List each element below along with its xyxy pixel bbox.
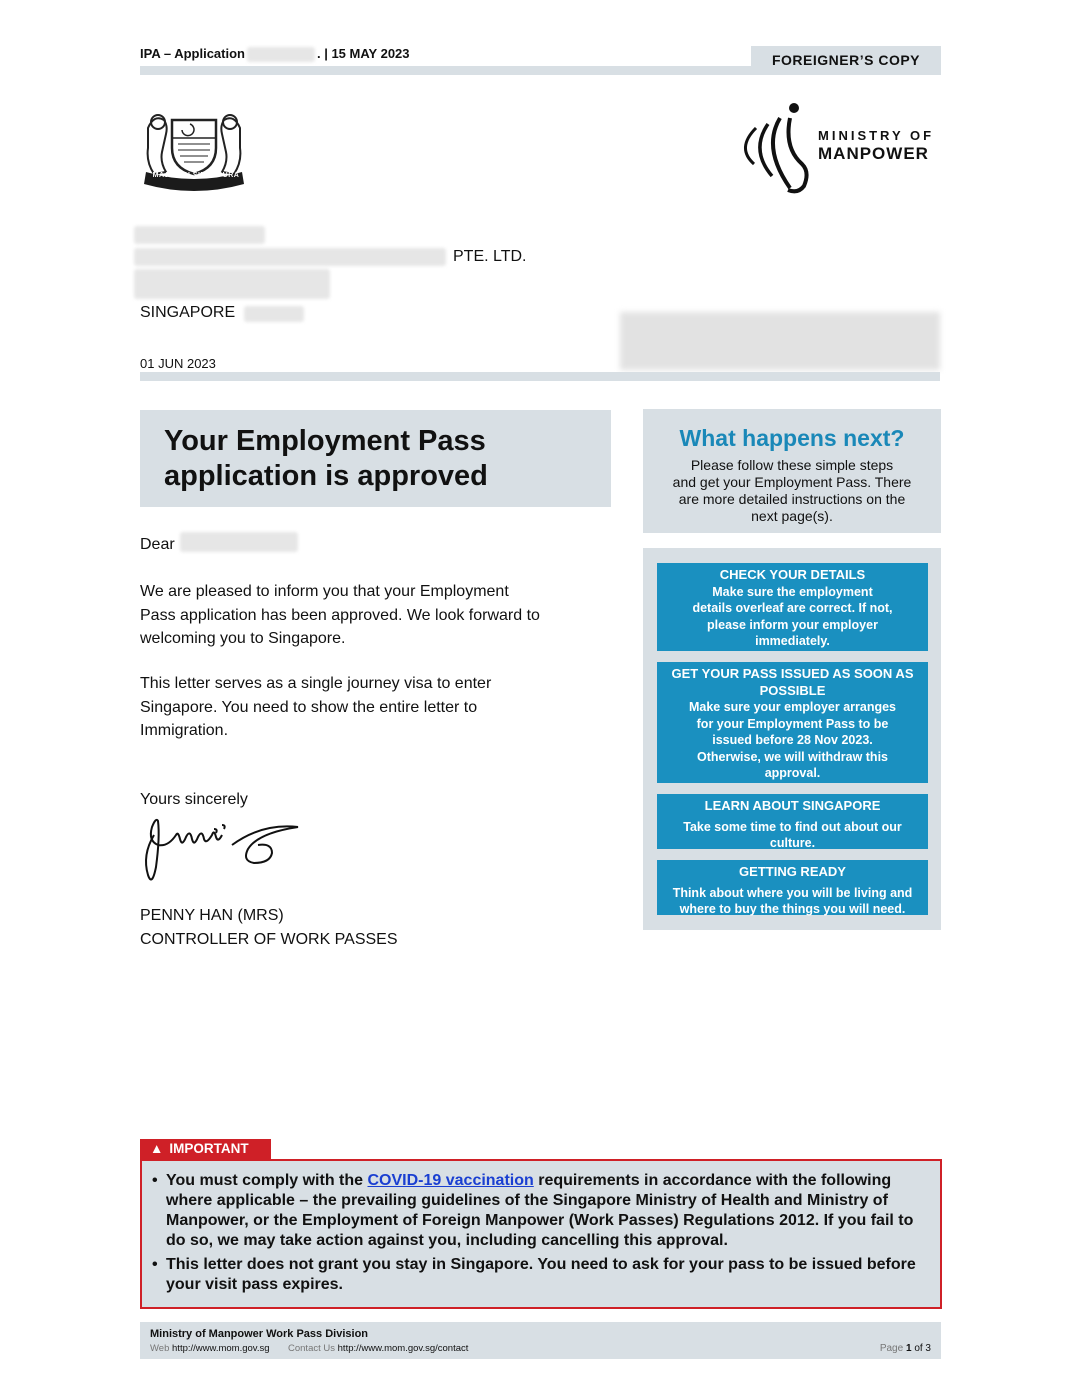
para2-line: This letter serves as a single journey visa to enter [140,675,492,692]
item2-text: This letter does not grant you stay in Singapore. You need to ask for your pass to be issued before your visit pass expires. [166,1256,916,1293]
step-line: immediately. [755,634,830,648]
signature-icon [140,815,310,890]
step-line: culture. [769,836,816,850]
step-line: where to buy the things you will need. [679,902,906,916]
title-line-2: application is approved [164,460,488,492]
bullet: • [152,1172,158,1189]
closing: Yours sincerely [140,791,248,808]
important-notice [140,1159,942,1309]
para1-line: welcoming you to Singapore. [140,630,346,647]
crest-motto: MAJULAH SINGAPURA [152,172,240,179]
item1-pre: You must comply with the [166,1172,368,1189]
item1-post: requirements in accordance with the following where applicable – the prevailing guidelines of the Singapore Ministry of Health and Ministry of Manpower, or the Employment of Foreign Manpower (Work Passes) Regulations 2012. If you fail to do so, we may take action against you, including cancelling this approval. [166,1172,914,1249]
step-get-pass-issued [657,662,928,783]
covid-vaccination-link[interactable]: COVID-19 vaccination [367,1172,534,1189]
important-item-1 [152,1171,927,1251]
date-divider [140,372,940,381]
step-heading: LEARN ABOUT SINGAPORE [704,798,881,813]
step-line: Make sure the employment [712,584,873,599]
logo-line-2: MANPOWER [818,144,929,163]
copy-label: FOREIGNER’S COPY [751,46,941,75]
signer-name: PENNY HAN (MRS) [140,907,284,924]
step-heading: POSSIBLE [759,682,826,698]
para2-line: Singapore. You need to show the entire letter to [140,698,478,716]
important-label-text: IMPORTANT [169,1141,249,1156]
desc-line: next page(s). [751,508,833,524]
important-label [140,1139,271,1159]
title-line-1: Your Employment Pass [164,425,486,457]
step-line: Take some time to find out about our [683,819,902,834]
step-heading: GET YOUR PASS ISSUED AS SOON AS [671,666,914,681]
redacted-reference-block [620,312,940,370]
step-heading: CHECK YOUR DETAILS [719,567,866,582]
page-indicator [880,1343,931,1354]
letter-paragraph-1 [140,580,590,651]
redacted-addressee [180,532,298,552]
ipa-prefix: IPA – Application [140,46,245,61]
warning-icon: ▲ [150,1141,164,1156]
redacted-postal-code [244,306,304,322]
application-reference [140,46,410,62]
step-line: Make sure your employer arranges [688,700,897,714]
desc-line: and get your Employment Pass. There [672,474,912,490]
header-divider [140,66,752,75]
footer-links [150,1343,468,1354]
page-title [164,424,488,494]
contact-url-link[interactable]: http://www.mom.gov.sg/contact [337,1343,469,1354]
web-label: Web [150,1343,170,1354]
desc-line: Please follow these simple steps [690,457,894,473]
step-line: details overleaf are correct. If not, [692,601,893,615]
step-learn-singapore [657,794,928,849]
steps-panel [643,548,941,930]
redacted-street-address [134,269,330,299]
para1-line: We are pleased to inform you that your Employment [140,583,509,600]
desc-line: are more detailed instructions on the [678,491,906,507]
step-line: approval. [764,766,821,780]
ipa-date: . | 15 MAY 2023 [316,46,410,61]
letter-paragraph-2 [140,672,590,743]
what-next-panel [643,409,941,533]
step-check-details [657,563,928,651]
important-item-2 [152,1255,927,1295]
what-next-description [661,457,923,525]
page-label: Page [879,1343,904,1354]
redacted-company-name [134,248,446,266]
web-url-link[interactable]: http://www.mom.gov.sg [172,1343,270,1354]
step-line: issued before 28 Nov 2023. [712,733,873,747]
contact-label: Contact Us [288,1343,335,1354]
step-line: Otherwise, we will withdraw this [696,749,888,764]
step-line: for your Employment Pass to be [696,716,889,731]
approval-title-panel [140,410,611,507]
footer [140,1322,941,1359]
para2-line: Immigration. [140,722,229,739]
what-next-title: What happens next? [679,425,905,451]
step-getting-ready [657,860,928,915]
footer-org: Ministry of Manpower Work Pass Division [150,1328,369,1340]
address-city: SINGAPORE [140,304,236,321]
redacted-application-number [247,47,315,62]
logo-line-1: MINISTRY OF [818,128,935,143]
signer-title: CONTROLLER OF WORK PASSES [140,931,398,948]
step-heading: GETTING READY [739,864,846,879]
salutation-text: Dear [140,536,175,553]
company-suffix: PTE. LTD. [453,248,527,265]
step-line: please inform your employer [707,617,878,632]
page-total: of 3 [914,1343,931,1354]
step-line: Think about where you will be living and [672,885,913,900]
bullet: • [152,1256,158,1273]
letter-date: 01 JUN 2023 [140,356,216,371]
redacted-recipient-name [134,226,265,244]
page-number: 1 [905,1343,912,1354]
para1-line: Pass application has been approved. We look forward to [140,606,540,624]
